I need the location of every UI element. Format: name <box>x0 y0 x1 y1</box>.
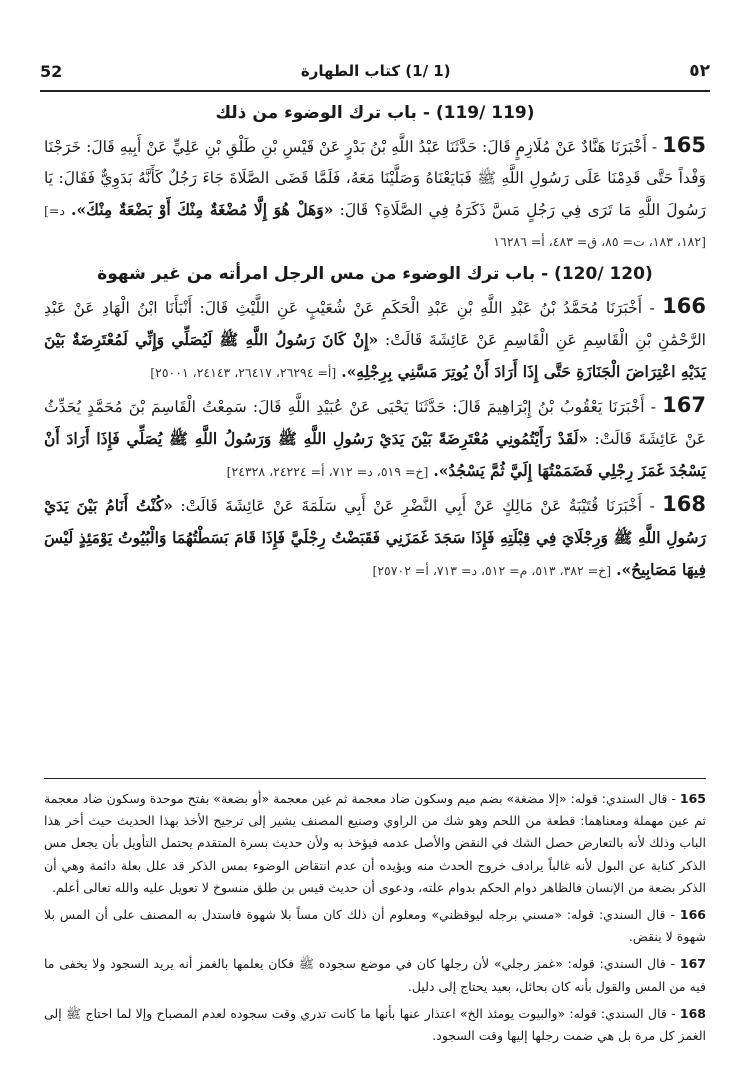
footnote-number: 165 <box>679 791 706 806</box>
hadith-text: - أَخْبَرَنَا قُتَيْبَةُ عَنْ مَالِكٍ عَنْ أَبِي النَّضْرِ عَنْ أَبِي سَلَمَةَ عَنْ عَائِشَةَ قَالَتْ: <box>180 497 655 515</box>
footnote-167 <box>44 953 706 997</box>
page-number-latin: 52 <box>40 61 63 81</box>
chapter-title: (1 /1) كتاب الطهارة <box>300 62 451 80</box>
footnote-165 <box>44 788 706 899</box>
chapter-heading-119: (119 /119) - باب ترك الوضوء من ذلك <box>215 103 535 123</box>
hadith-quote: «وَهَلْ هُوَ إِلَّا مُضْغَةٌ مِنْكَ أَوْ بَضْعَةٌ مِنْكَ». <box>71 200 334 219</box>
footnote-separator <box>44 778 706 779</box>
chapter-heading-120: (120 /120) - باب ترك الوضوء من مس الرجل امرأته من غير شهوة <box>97 264 653 284</box>
hadith-number: 167 <box>662 393 706 417</box>
hadith-quote: «كُنْتُ أَنَامُ بَيْنَ يَدَيْ رَسُولِ اللَّهِ ﷺ وَرِجْلَايَ فِي قِبْلَتِهِ فَإِذَا سَجَدَ غَمَزَنِي فَقَبَضْتُ رِجْلَيَّ فَإِذَا قَامَ بَسَطْتُهُمَا وَالْبُيُوتُ يَوْمَئِذٍ لَيْسَ فِيهَا مَصَابِيحُ». <box>44 496 706 579</box>
footnote-number: 166 <box>679 907 706 923</box>
hadith-168 <box>44 489 706 586</box>
footnote-168 <box>44 1003 706 1047</box>
page-number-arabic: ٥٢ <box>689 61 710 81</box>
hadith-text: - أَخْبَرَنَا هَنَّادٌ عَنْ مُلَازِمٍ قَالَ: حَدَّثَنَا عَبْدُ اللَّهِ بْنُ بَدْرٍ عَنْ قَيْسِ بْنِ طَلْقِ بْنِ عَلِيٍّ عَنْ أَبِيهِ قَالَ: خَرَجْنَا وَفْداً حَتَّى قَدِمْنَا عَلَى رَسُولِ اللَّهِ ﷺ فَبَايَعْنَاهُ وَصَلَّيْنَا مَعَهُ، فَلَمَّا قَضَى الصَّلَاةَ جَاءَ رَجُلٌ كَأَنَّهُ بَدَوِيٌّ فَقَالَ: يَا رَسُولَ اللَّهِ مَا تَرَى فِي رَجُلٍ مَسَّ ذَكَرَهُ فِي الصَّلَاةِ؟ قَالَ: <box>44 138 706 219</box>
footnote-166 <box>44 904 706 948</box>
hadith-reference: [خ= ٣٨٢، ٥١٣، م= ٥١٢، د= ٧١٣، أ= ٢٥٧٠٢] <box>372 563 612 578</box>
hadith-quote: «لَقَدْ رَأَيْتُمُونِي مُعْتَرِضَةً بَيْنَ يَدَيْ رَسُولِ اللَّهِ ﷺ وَرَسُولُ اللَّهِ ﷺ يُصَلِّي فَإِذَا أَرَادَ أَنْ يَسْجُدَ غَمَزَ رِجْلِي فَضَمَمْتُهَا إِلَيَّ ثُمَّ يَسْجُدُ». <box>44 429 706 480</box>
footnote-number: 167 <box>679 956 706 972</box>
hadith-reference: [أ= ٢٦٢٩٤، ٢٦٤١٧، ٢٤١٤٣، ٢٥٠٠١] <box>150 365 337 380</box>
footnote-text: - قال السندي: قوله: «مسني برجله ليوقظني» ومعلوم أن ذلك كان مساً بلا شهوة فاستدل به المصنف على أن المس بلا شهوة لا ينقض. <box>44 907 706 945</box>
footnote-number: 168 <box>679 1005 706 1021</box>
hadith-167 <box>44 390 706 487</box>
page-header <box>40 56 710 86</box>
hadith-quote: «إِنْ كَانَ رَسُولُ اللَّهِ ﷺ لَيُصَلِّي وَإِنِّي لَمُعْتَرِضَةٌ بَيْنَ يَدَيْهِ اعْتِرَاضَ الْجَنَازَةِ حَتَّى إِذَا أَرَادَ أَنْ يُوتِرَ مَسَّنِي بِرِجْلِهِ». <box>44 330 706 381</box>
hadith-number: 165 <box>662 133 706 157</box>
footnote-text: - قال السندي: قوله: «والبيوت يومئذ الخ» اعتذار عنها بأنها ما كانت تدري وقت سجوده لعدم المصباح وإلا لما احتاج ﷺ إلى الغمز كل مرة بل هي ضمت رجلها إليها وقت السجود. <box>44 1005 706 1044</box>
hadith-reference: [خ= ٥١٩، د= ٧١٢، أ= ٢٤٢٢٤، ٢٤٣٢٨] <box>226 464 429 479</box>
hadith-number: 168 <box>662 492 706 516</box>
hadith-166 <box>44 291 706 388</box>
hadith-number: 166 <box>662 294 706 318</box>
footnote-text: - قال السندي: قوله: «غمز رجلي» لأن رجلها كان في موضع سجوده ﷺ فكان يعلمها بالغمز أنه يريد السجود ولا يخفى ما فيه من المس والقول بأنه كان بحائل، بعيد يحتاج إلى دليل. <box>44 956 706 994</box>
header-rule <box>40 90 710 92</box>
hadith-text: - أَخْبَرَنَا مُحَمَّدُ بْنُ عَبْدِ اللَّهِ بْنِ عَبْدِ الْحَكَمِ عَنْ شُعَيْبٍ عَنِ اللَّيْثِ قَالَ: أَنْبَأَنَا ابْنُ الْهَادِ عَنْ عَبْدِ الرَّحْمَٰنِ بْنِ الْقَاسِمِ عَنِ الْقَاسِمِ عَنْ عَائِشَةَ قَالَتْ: <box>44 299 706 349</box>
hadith-165 <box>44 130 706 257</box>
hadith-text: - أَخْبَرَنَا يَعْقُوبُ بْنُ إِبْرَاهِيمَ قَالَ: حَدَّثَنَا يَحْيَى عَنْ عُبَيْدِ اللَّهِ قَالَ: سَمِعْتُ الْقَاسِمَ بْنَ مُحَمَّدٍ يُحَدِّثُ عَنْ عَائِشَةَ قَالَتْ: <box>44 398 706 448</box>
main-text <box>44 96 706 588</box>
footnote-text: - قال السندي: قوله: «إلا مضغة» بضم ميم وسكون ضاد معجمة ثم غين معجمة «أو بضعة» بفتح موحدة وسكون ضاد معجمة ثم عين مهملة ومعناهما: قطعة من اللحم وهو شك من الراوي وصنيع المصنف يشير إلى ترجيح الأخذ بهذا الحديث حيث أخر هذا الباب وذلك لأنه بالتعارض حصل الشك في النقض والأصل عدمه فيؤخذ به ولأن حديث بسرة المتقدم يحتمل التأويل بأن يجعل مس الذكر كناية عن البول لأنه غالباً يرادف خروج الحدث منه ويؤيده أن عدم انتقاض الوضوء بمس الذكر قد علل بعلة دائمة وهي أن الذكر بضعة من الإنسان فالظاهر دوام الحكم بدوام علته، ودعوى أن حديث قيس بن طلق منسوخ لا تعويل عليه والله تعالى أعلم. <box>44 791 706 895</box>
footnotes <box>44 788 706 1052</box>
hadith-reference: [د= ١٨٢، ١٨٣، ت= ٨٥، ق= ٤٨٣، أ= ١٦٢٨٦] <box>44 203 706 249</box>
